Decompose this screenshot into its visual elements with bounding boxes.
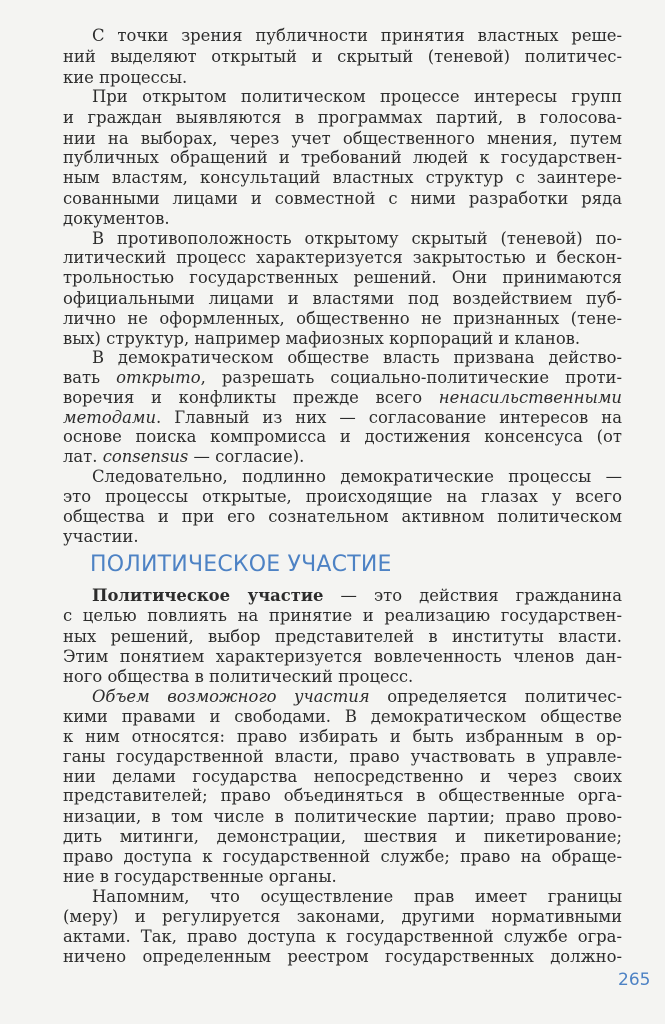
text-line [63, 49, 622, 65]
text-run: (меру) и регулируется законами, другими нормативными [63, 907, 622, 926]
text-run: В демократическом обществе власть призвана действо- [92, 348, 622, 367]
text-run: с целью повлиять на принятие и реализацию государствен- [63, 606, 622, 625]
text-line [63, 331, 622, 347]
text-line [63, 829, 622, 845]
text-line [63, 669, 622, 685]
text-run: лат. [63, 447, 103, 466]
text-line [63, 110, 622, 126]
text-line [63, 489, 622, 505]
text-run: Следовательно, подлинно демократические процессы — [92, 467, 622, 486]
text-run: низации, в том числе в политические партии; право прово- [63, 807, 622, 826]
text-run: литический процесс характеризуется закрытостью и бескон- [63, 248, 622, 267]
text-line [63, 70, 622, 86]
text-run: С точки зрения публичности принятия властных реше- [92, 26, 622, 45]
italic-term: открыто [116, 368, 201, 387]
text-run: публичных обращений и требований людей к государствен- [63, 148, 622, 167]
text-line [63, 311, 622, 327]
text-run: общества и при его сознательном активном политическом [63, 507, 622, 526]
text-run: — это действия гражданина [323, 586, 622, 605]
text-run: и граждан выявляются в программах партий, в голосова- [63, 108, 622, 127]
text-run: ние в государственные органы. [63, 867, 337, 886]
text-run: нии делами государства непосредственно и через своих [63, 767, 622, 786]
text-line [92, 350, 622, 366]
text-run: дить митинги, демонстрации, шествия и пикетирование; [63, 827, 622, 846]
text-line [63, 150, 622, 166]
italic-term: consensus [102, 447, 189, 466]
text-run: ных решений, выбор представителей в институты власти. [63, 627, 622, 646]
text-line [63, 929, 622, 945]
text-run: это процессы открытые, происходящие на глазах у всего [63, 487, 622, 506]
text-line [63, 709, 622, 725]
text-run: документов. [63, 209, 170, 228]
text-line [63, 131, 622, 147]
text-line [92, 889, 622, 905]
text-line [92, 689, 622, 705]
text-line [63, 909, 622, 925]
text-run: сованными лицами и совместной с ними разработки ряда [63, 189, 622, 208]
text-run: В противоположность открытому скрытый (теневой) по- [92, 229, 622, 248]
text-run: вых) структур, например мафиозных корпораций и кланов. [63, 329, 581, 348]
text-line [63, 509, 622, 525]
text-line [63, 390, 622, 406]
text-line [92, 588, 622, 604]
text-line [63, 429, 622, 445]
text-run: основе поиска компромисса и достижения консенсуса (от [63, 427, 622, 446]
text-line [92, 469, 622, 485]
text-line [63, 729, 622, 745]
text-run: При открытом политическом процессе интересы групп [92, 87, 622, 106]
text-line [63, 410, 622, 426]
text-line [63, 649, 622, 665]
text-line [63, 449, 622, 465]
bold-term: Политическое участие [92, 586, 324, 605]
text-line [63, 769, 622, 785]
text-line [63, 788, 622, 804]
text-run: Этим понятием характеризуется вовлеченность членов дан- [63, 647, 622, 666]
text-line [63, 749, 622, 765]
text-run: к ним относятся: право избирать и быть избранным в ор- [63, 727, 622, 746]
text-run: — согласие). [188, 447, 305, 466]
text-line [63, 608, 622, 624]
text-run: ничено определенным реестром государственных должно- [63, 947, 622, 966]
page-number: 265 [618, 970, 651, 990]
text-run: представителей; право объединяться в общественные орга- [63, 786, 622, 805]
text-run: актами. Так, право доступа к государственной службе огра- [63, 927, 622, 946]
text-run: ного общества в политический процесс. [63, 667, 414, 686]
text-line [63, 270, 622, 286]
text-line [63, 629, 622, 645]
italic-term: методами [63, 408, 157, 427]
text-line [92, 28, 622, 44]
italic-term: Объем возможного участия [92, 687, 370, 706]
section-heading: ПОЛИТИЧЕСКОЕ УЧАСТИЕ [90, 552, 392, 577]
text-line [92, 89, 622, 105]
text-run: вать [63, 368, 117, 387]
text-run: Напомним, что осуществление прав имеет границы [92, 887, 622, 906]
text-line [63, 529, 622, 545]
text-run: ным властям, консультаций властных структур с заинтере- [63, 168, 622, 187]
text-run: нии на выборах, через учет общественного мнения, путем [63, 129, 622, 148]
text-run: трольностью государственных решений. Они принимаются [63, 268, 622, 287]
text-run: участии. [63, 527, 139, 546]
text-line [63, 949, 622, 965]
text-line [63, 211, 622, 227]
text-run: ганы государственной власти, право участвовать в управле- [63, 747, 622, 766]
text-line [92, 231, 622, 247]
text-run: официальными лицами и властями под воздействием пуб- [63, 289, 622, 308]
italic-term: ненасильственными [438, 388, 622, 407]
text-line [63, 291, 622, 307]
text-line [63, 370, 622, 386]
text-run: ний выделяют открытый и скрытый (теневой) политичес- [63, 47, 622, 66]
text-run: кие процессы. [63, 68, 188, 87]
text-run: право доступа к государственной службе; право на обраще- [63, 847, 622, 866]
text-run: , разрешать социально-политические проти- [200, 368, 622, 387]
text-line [63, 809, 622, 825]
text-run: определяется политичес- [369, 687, 622, 706]
text-run: лично не оформленных, общественно не признанных (тене- [63, 309, 622, 328]
text-line [63, 191, 622, 207]
text-line [63, 849, 622, 865]
text-run: кими правами и свободами. В демократическом обществе [63, 707, 622, 726]
text-line [63, 250, 622, 266]
text-run: . Главный из них — согласование интересов на [156, 408, 622, 427]
text-run: воречия и конфликты прежде всего [63, 388, 439, 407]
text-line [63, 170, 622, 186]
text-line [63, 869, 622, 885]
